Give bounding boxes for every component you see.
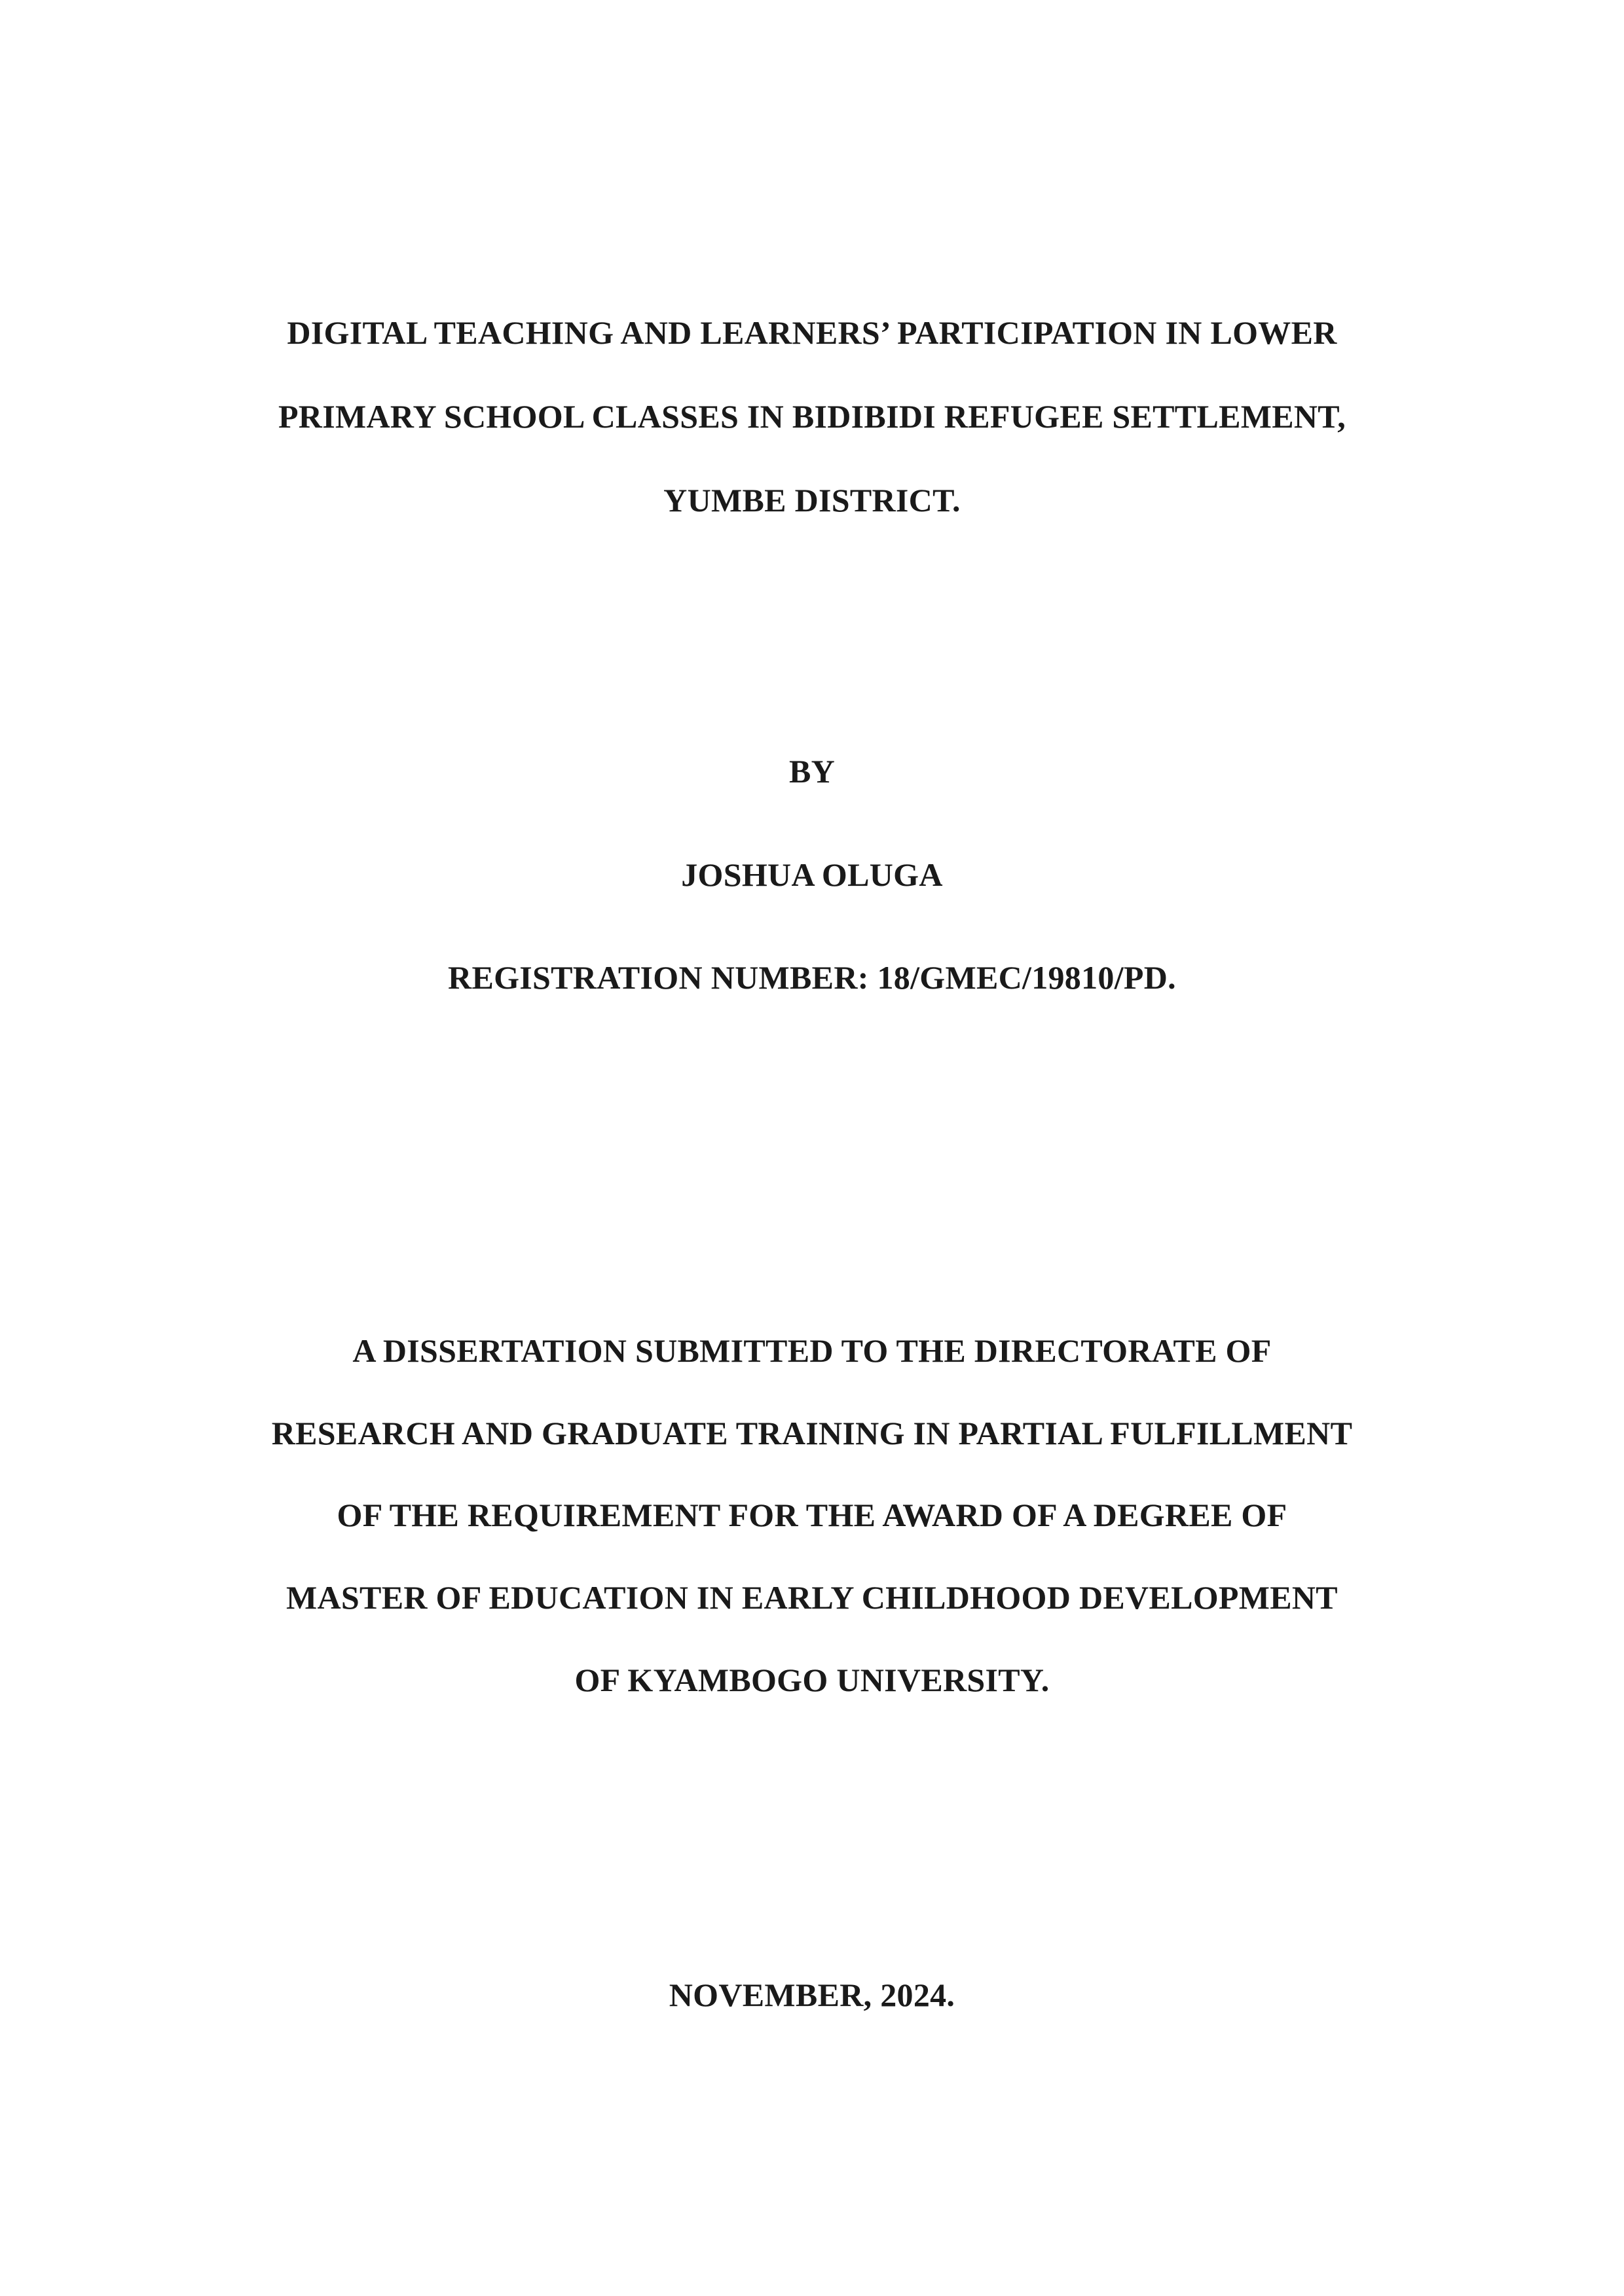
submission-line-4: MASTER OF EDUCATION IN EARLY CHILDHOOD DEVELOPMENT [286,1579,1338,1616]
by-label: BY [788,753,836,790]
submission-line-3: OF THE REQUIREMENT FOR THE AWARD OF A DEGREE OF [337,1497,1287,1533]
author-name: JOSHUA OLUGA [681,856,943,893]
submission-line-1: A DISSERTATION SUBMITTED TO THE DIRECTORATE OF [352,1332,1272,1369]
submission-line-5: OF KYAMBOGO UNIVERSITY. [574,1662,1050,1698]
title-line-3: YUMBE DISTRICT. [663,482,961,519]
submission-line-2: RESEARCH AND GRADUATE TRAINING IN PARTIAL FULFILLMENT [271,1415,1353,1451]
submission-date: NOVEMBER, 2024. [669,1977,955,2013]
registration-number: REGISTRATION NUMBER: 18/GMEC/19810/PD. [448,959,1176,996]
title-line-2: PRIMARY SCHOOL CLASSES IN BIDIBIDI REFUGEE SETTLEMENT, [278,398,1346,435]
title-line-1: DIGITAL TEACHING AND LEARNERS’ PARTICIPATION IN LOWER [287,314,1337,351]
